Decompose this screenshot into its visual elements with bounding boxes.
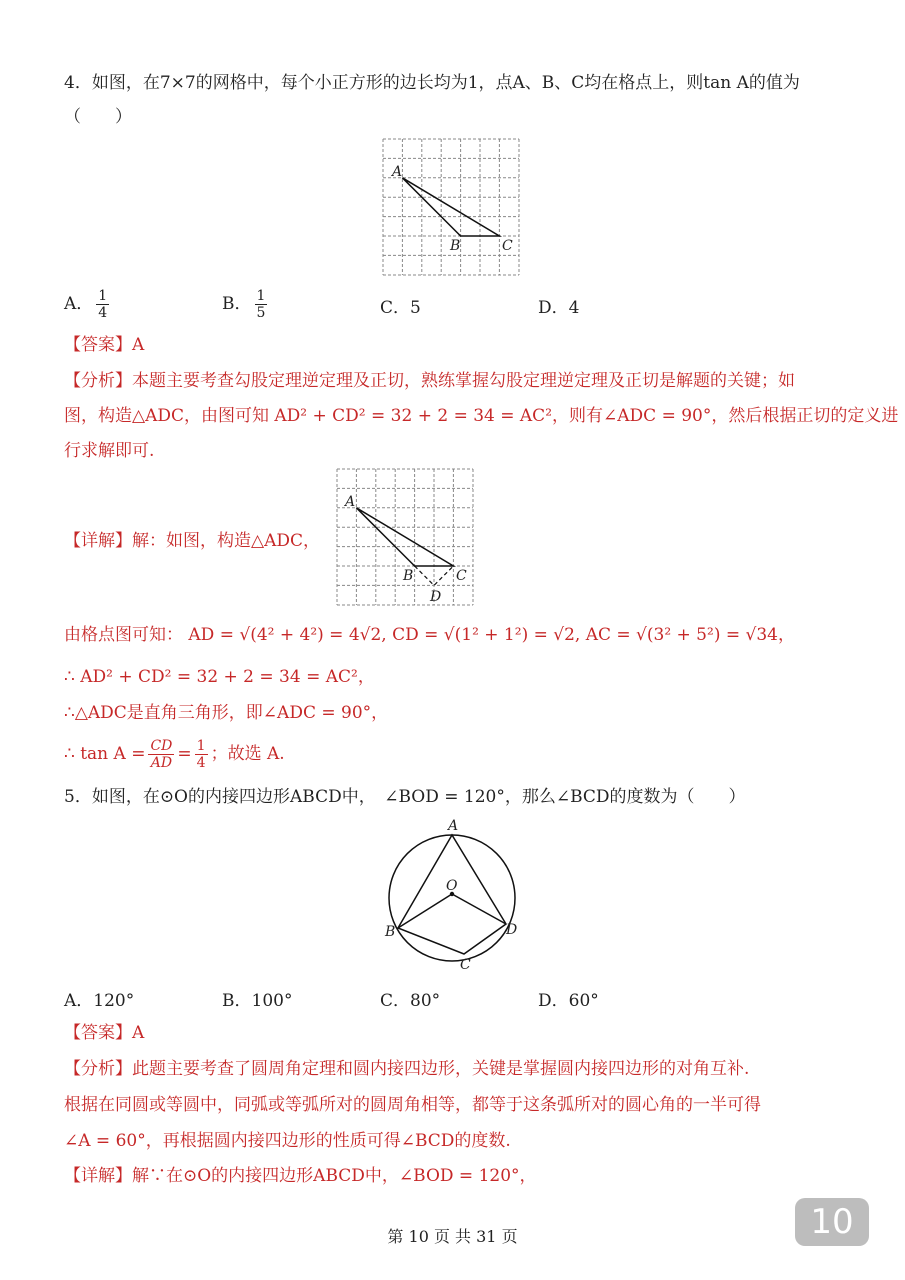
q4-option-d: D．4 bbox=[538, 298, 580, 318]
q4-grid-figure bbox=[382, 138, 524, 278]
q4-stem-line2: （ ） bbox=[64, 107, 132, 127]
q4-step2: ∴ AD² + CD² = 32 + 2 = 34 = AC²， bbox=[64, 667, 375, 687]
q4-step1: 由格点图可知： AD = √(4² + 4²) = 4√2, CD = √(1² + 1²) = √2, AC = √(3² + 5²) = √34， bbox=[64, 625, 795, 645]
q5-stem: 5．如图，在⊙O的内接四边形ABCD中， ∠BOD = 120°，那么∠BCD的度数为（ ） bbox=[64, 787, 746, 807]
label-b: B bbox=[403, 568, 414, 584]
label-a: A bbox=[392, 164, 403, 180]
q4-step3: ∴△ADC是直角三角形，即∠ADC = 90°， bbox=[64, 703, 389, 723]
q4-stem-line1: 4．如图，在7×7的网格中，每个小正方形的边长均为1，点A、B、C均在格点上，则tan A的值为 bbox=[64, 73, 800, 93]
triangle-abc bbox=[402, 178, 499, 236]
q5-analysis-line1: 【分析】此题主要考查了圆周角定理和圆内接四边形，关键是掌握圆内接四边形的对角互补. bbox=[64, 1059, 750, 1079]
q5-answer: 【答案】A bbox=[64, 1023, 145, 1043]
label-d: D bbox=[430, 589, 442, 605]
label-b: B bbox=[385, 924, 396, 940]
q5-analysis-line2: 根据在同圆或等圆中，同弧或等弧所对的圆周角相等，都等于这条弧所对的圆心角的一半可得 bbox=[64, 1095, 761, 1115]
q5-option-d: D．60° bbox=[538, 991, 599, 1011]
page-footer: 第 10 页 共 31 页 bbox=[387, 1227, 518, 1246]
q4-analysis-line1: 【分析】本题主要考查勾股定理逆定理及正切，熟练掌握勾股定理逆定理及正切是解题的关键；如 bbox=[64, 371, 795, 391]
q4-answer: 【答案】A bbox=[64, 335, 145, 355]
q4-detail-intro: 【详解】解：如图，构造△ADC， bbox=[64, 531, 320, 551]
q5-option-c: C．80° bbox=[380, 991, 441, 1011]
label-c: C bbox=[460, 957, 471, 973]
q4-step4: ∴ tan A = $\frac{CD}{AD}$ = $\frac{1}{4}$ ；故选 A. bbox=[64, 738, 285, 771]
q4-analysis-line2: 图，构造△ADC，由图可知 AD² + CD² = 32 + 2 = 34 = AC²，则有∠ADC = 90°，然后根据正切的定义进 bbox=[64, 406, 899, 426]
circle-o bbox=[389, 835, 518, 961]
q5-detail-line1: 【详解】解∵在⊙O的内接四边形ABCD中，∠BOD = 120°， bbox=[64, 1166, 537, 1186]
q5-option-b: B．100° bbox=[222, 991, 293, 1011]
q5-analysis-line3: ∠A = 60°，再根据圆内接四边形的性质可得∠BCD的度数. bbox=[64, 1131, 511, 1151]
q4-option-b: B． $\frac{1}{5}$ bbox=[222, 288, 266, 321]
label-c: C bbox=[456, 568, 467, 584]
q4-option-c: C．5 bbox=[380, 298, 421, 318]
label-a: A bbox=[448, 818, 459, 834]
q5-option-a: A．120° bbox=[64, 991, 135, 1011]
q4-option-a: A． $\frac{1}{4}$ bbox=[64, 288, 108, 321]
q4-analysis-line3: 行求解即可. bbox=[64, 441, 155, 461]
label-c: C bbox=[502, 238, 513, 254]
label-a: A bbox=[345, 494, 356, 510]
q4-detail-figure bbox=[336, 468, 478, 608]
q5-circle-figure bbox=[384, 814, 524, 974]
label-d: D bbox=[506, 922, 518, 938]
label-b: B bbox=[450, 238, 461, 254]
label-o: O bbox=[446, 878, 458, 894]
page-badge: 10 bbox=[795, 1198, 869, 1246]
